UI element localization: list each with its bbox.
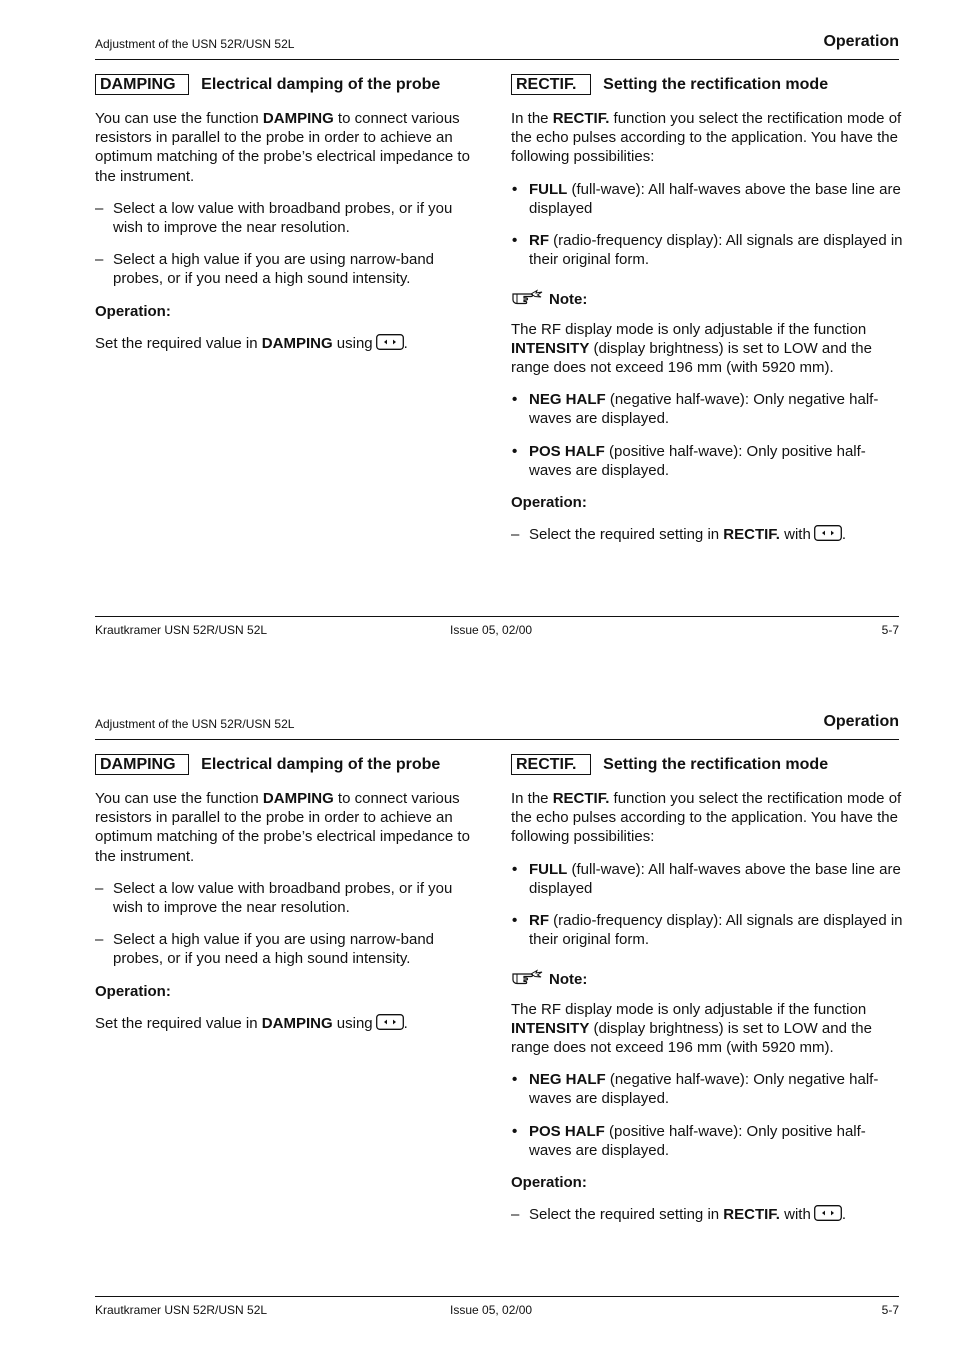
bullet-marker: • xyxy=(512,1122,518,1140)
rectif-option-neg-half: • NEG HALF (negative half-wave): Only negative half-waves are displayed. xyxy=(512,391,879,428)
damping-list-item: – Select a high value if you are using narrow-band probes, or if you need a high sound intensity. xyxy=(95,931,435,968)
damping-section xyxy=(95,754,482,1048)
rectif-operation-heading: Operation: xyxy=(511,1174,587,1192)
note-text: The RF display mode is only adjustable if the function INTENSITY (display brightness) is set to LOW and the range does not exceed 196 mm (with 5920 mm). xyxy=(511,1000,872,1057)
header-rule xyxy=(95,739,899,740)
footer-issue: Issue 05, 02/00 xyxy=(450,1303,533,1317)
manual-page-1 xyxy=(0,0,954,675)
damping-heading xyxy=(95,754,482,776)
dash-marker: – xyxy=(95,931,104,949)
arrow-key-icon xyxy=(814,525,842,546)
rectif-option-full: • FULL (full-wave): All half-waves above the base line are displayed xyxy=(512,180,901,217)
note-heading xyxy=(511,969,903,990)
note-heading xyxy=(511,289,903,310)
damping-intro: You can use the function DAMPING to connect various resistors in parallel to the probe in order to achieve an optimum matching of the probe’s electrical impedance to the instrument. xyxy=(95,790,470,865)
note-label: Note: xyxy=(549,971,588,989)
running-header-section: Operation xyxy=(823,713,899,730)
rectif-option-pos-half: • POS HALF (positive half-wave): Only positive half-waves are displayed. xyxy=(512,442,866,479)
arrow-key-icon xyxy=(376,334,404,355)
damping-heading xyxy=(95,74,482,96)
rectif-operation-text: – Select the required setting in RECTIF. with . xyxy=(511,1205,903,1226)
bullet-marker: • xyxy=(512,860,518,878)
damping-operation-heading: Operation: xyxy=(95,982,171,1000)
rectif-heading xyxy=(511,754,903,776)
rectif-intro: In the RECTIF. function you select the rectification mode of the echo pulses according to the application. You have the following possibilities: xyxy=(511,790,902,846)
dash-marker: – xyxy=(95,879,104,897)
damping-operation-heading: Operation: xyxy=(95,302,171,320)
rectif-option-rf: • RF (radio-frequency display): All signals are displayed in their original form. xyxy=(512,232,903,269)
damping-title: Electrical damping of the probe xyxy=(201,76,441,93)
bullet-marker: • xyxy=(512,442,518,460)
rectif-section xyxy=(511,74,903,559)
rectif-intro: In the RECTIF. function you select the rectification mode of the echo pulses according to the application. You have the following possibilities: xyxy=(511,110,902,166)
bullet-marker: • xyxy=(512,1071,518,1089)
footer-product: Krautkramer USN 52R/USN 52L xyxy=(95,623,268,637)
footer-issue: Issue 05, 02/00 xyxy=(450,623,533,637)
bullet-marker: • xyxy=(512,391,518,409)
rectif-option-full: • FULL (full-wave): All half-waves above the base line are displayed xyxy=(512,860,901,897)
damping-operation-text: Set the required value in DAMPING using . xyxy=(95,1014,482,1035)
damping-function-key: DAMPING xyxy=(95,74,189,95)
rectif-option-rf: • RF (radio-frequency display): All signals are displayed in their original form. xyxy=(512,912,903,949)
footer-product: Krautkramer USN 52R/USN 52L xyxy=(95,1303,268,1317)
running-header-section: Operation xyxy=(823,33,899,50)
running-header-chapter: Adjustment of the USN 52R/USN 52L xyxy=(95,717,295,731)
rectif-operation-heading: Operation: xyxy=(511,494,587,512)
damping-list-item: – Select a low value with broadband probes, or if you wish to improve the near resolution. xyxy=(95,199,453,237)
damping-list-item: – Select a low value with broadband probes, or if you wish to improve the near resolution. xyxy=(95,879,453,917)
dash-marker: – xyxy=(511,526,520,544)
pointing-hand-icon xyxy=(511,289,549,310)
damping-list-item: – Select a high value if you are using narrow-band probes, or if you need a high sound intensity. xyxy=(95,251,435,288)
header-rule xyxy=(95,59,899,60)
note-label: Note: xyxy=(549,291,588,309)
footer-rule xyxy=(95,1296,899,1297)
rectif-function-key: RECTIF. xyxy=(511,754,591,775)
bullet-marker: • xyxy=(512,232,518,250)
manual-page-2 xyxy=(0,680,954,1355)
note-text: The RF display mode is only adjustable if the function INTENSITY (display brightness) is set to LOW and the range does not exceed 196 mm (with 5920 mm). xyxy=(511,320,872,377)
rectif-section xyxy=(511,754,903,1239)
footer-rule xyxy=(95,616,899,617)
damping-intro: You can use the function DAMPING to connect various resistors in parallel to the probe in order to achieve an optimum matching of the probe’s electrical impedance to the instrument. xyxy=(95,110,470,185)
dash-marker: – xyxy=(95,199,104,217)
damping-section xyxy=(95,74,482,368)
rectif-option-neg-half: • NEG HALF (negative half-wave): Only negative half-waves are displayed. xyxy=(512,1071,879,1108)
rectif-heading xyxy=(511,74,903,96)
footer-page-number: 5-7 xyxy=(881,1303,899,1317)
damping-title: Electrical damping of the probe xyxy=(201,756,441,773)
dash-marker: – xyxy=(511,1206,520,1224)
pointing-hand-icon xyxy=(511,969,549,990)
rectif-function-key: RECTIF. xyxy=(511,74,591,95)
running-header-chapter: Adjustment of the USN 52R/USN 52L xyxy=(95,37,295,51)
damping-function-key: DAMPING xyxy=(95,754,189,775)
bullet-marker: • xyxy=(512,912,518,930)
rectif-title: Setting the rectification mode xyxy=(603,756,829,773)
arrow-key-icon xyxy=(376,1014,404,1035)
damping-operation-text: Set the required value in DAMPING using . xyxy=(95,334,482,355)
bullet-marker: • xyxy=(512,180,518,198)
rectif-option-pos-half: • POS HALF (positive half-wave): Only positive half-waves are displayed. xyxy=(512,1122,866,1159)
rectif-title: Setting the rectification mode xyxy=(603,76,829,93)
rectif-operation-text: – Select the required setting in RECTIF. with . xyxy=(511,525,903,546)
arrow-key-icon xyxy=(814,1205,842,1226)
dash-marker: – xyxy=(95,251,104,269)
footer-page-number: 5-7 xyxy=(881,623,899,637)
